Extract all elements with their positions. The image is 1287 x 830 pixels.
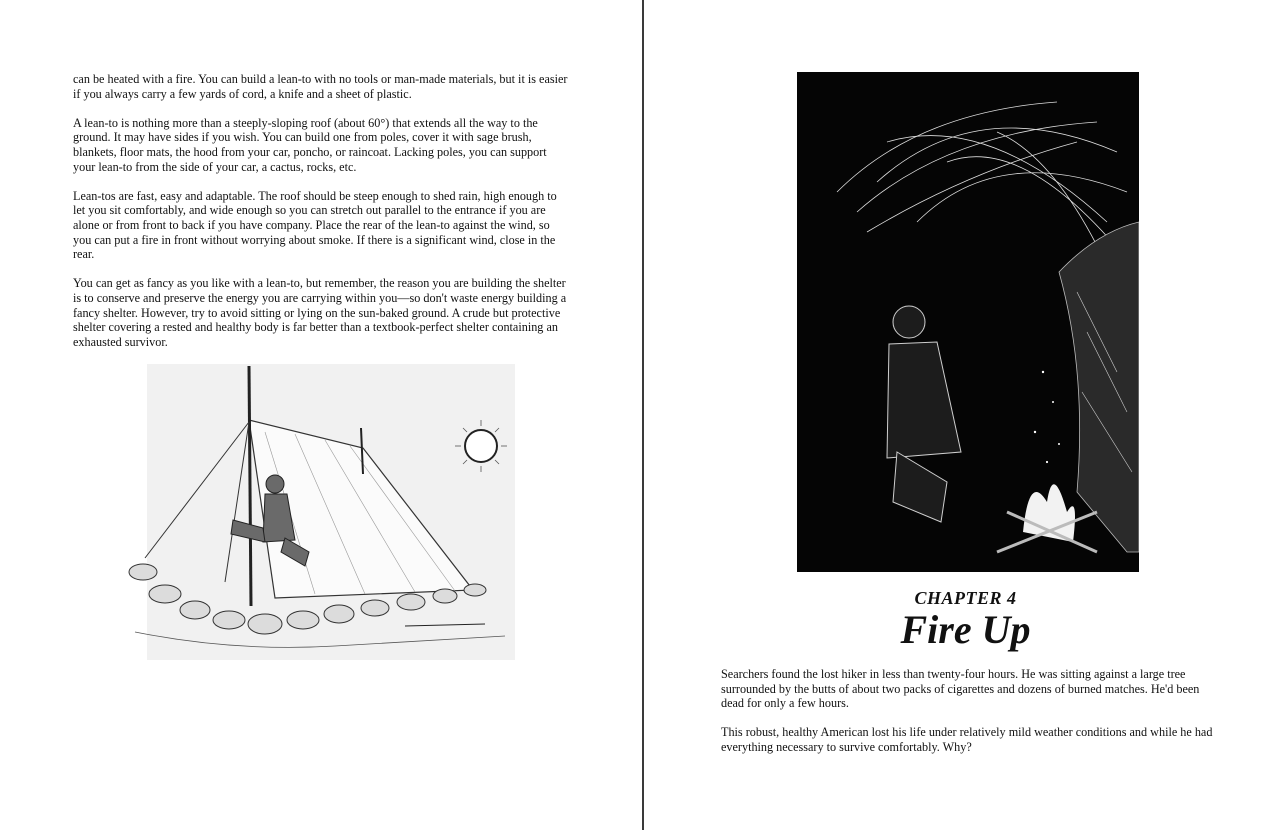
campfire-illustration — [797, 72, 1139, 572]
left-paragraph-2: A lean-to is nothing more than a steeply-sloping roof (about 60°) that extends all the way to the ground. It may have sides if you wish. You can build one from poles, cover it with sage brush, blankets, floor mats, the hood from your car, poncho, or raincoat. Lacking poles, you can support your lean-to from the side of your car, a cactus, rocks, etc. — [73, 115, 547, 174]
left-paragraph-4: You can get as fancy as you like with a lean-to, but remember, the reason you are building the shelter is to conserve and preserve the energy you are carrying within you—so don't waste energy building a fancy shelter. However, try to avoid sitting or lying on the sun-baked ground. A crude but protective shelter covering a rested and healthy body is far better than a textbook-perfect shelter containing an exhausted survivor. — [73, 276, 567, 349]
left-paragraph-3: Lean-tos are fast, easy and adaptable. The roof should be steep enough to shed rain, high enough to let you sit comfortably, and wide enough so you can stretch out parallel to the entrance if you are alone or from front to back if you have company. Place the rear of the lean-to against the wind, so you can put a fire in front without worrying about smoke. If there is a significant wind, close in the rear. — [73, 188, 557, 262]
chapter-title: Fire Up — [900, 607, 1031, 652]
left-paragraph-1: can be heated with a fire. You can build a lean-to with no tools or man-made materials, but it is easier if you always carry a few yards of cord, a knife and a sheet of plastic. — [73, 72, 568, 101]
right-page-text — [721, 667, 1221, 769]
lean-to-illustration — [125, 362, 517, 662]
right-paragraph-2: This robust, healthy American lost his life under relatively mild weather conditions and while he had everything necessary to survive comfortably. Why? — [721, 725, 1213, 754]
left-page — [0, 0, 642, 830]
chapter-label: CHAPTER 4 — [914, 588, 1017, 608]
right-paragraph-1: Searchers found the lost hiker in less than twenty-four hours. He was sitting against a large tree surrounded by the butts of about two packs of cigarettes and dozens of burned matches. He'd been dead for only a few hours. — [721, 667, 1200, 711]
left-page-text — [73, 72, 570, 364]
right-page — [644, 0, 1287, 830]
